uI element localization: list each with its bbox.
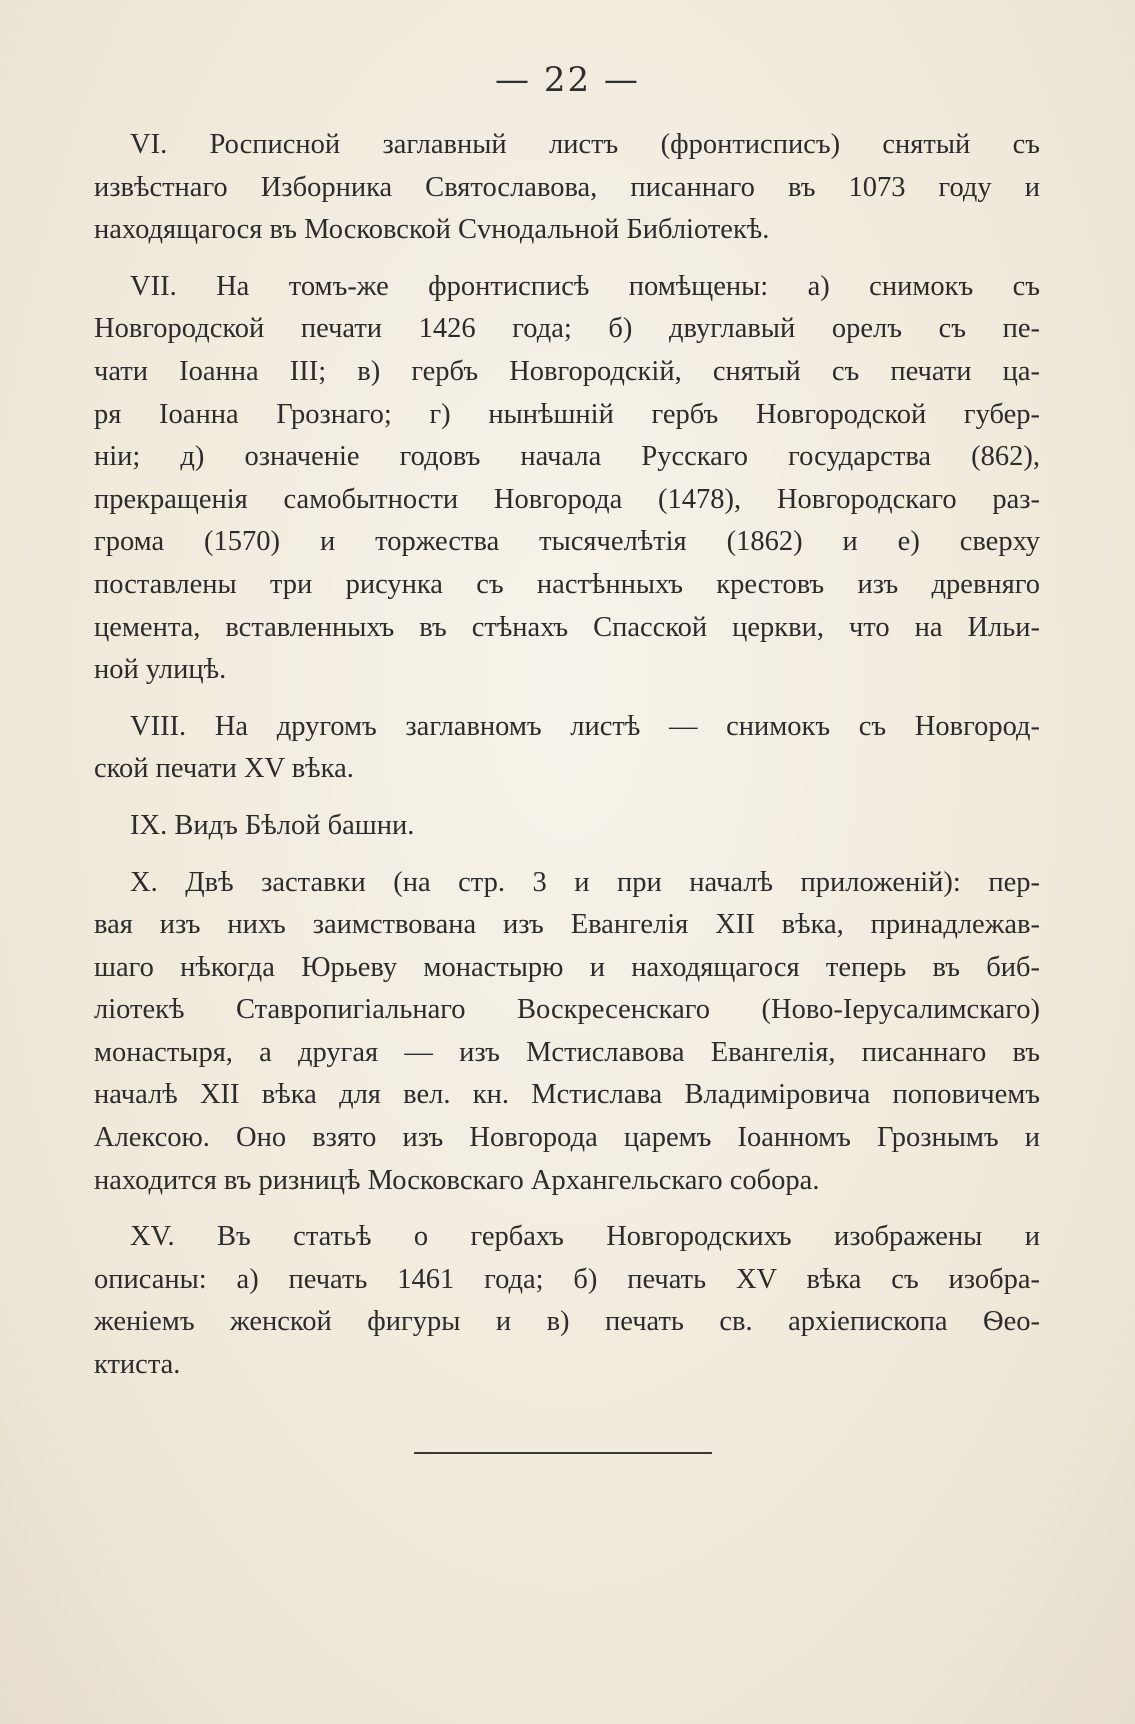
text-line: ніи; д) означеніе годовъ начала Русскаго государства (862),: [94, 441, 1040, 473]
text-line: VII. На томъ-же фронтисписѣ помѣщены: а) снимокъ съ: [130, 270, 1040, 302]
text-line: ктиста.: [94, 1349, 181, 1381]
paragraph-ix: [94, 805, 1040, 848]
text-line: женіемъ женской фигуры и в) печать св. архіепископа Ѳео-: [94, 1306, 1040, 1338]
text-line: ліотекѣ Ставропигіальнаго Воскресенскаго (Ново-Іерусалимскаго): [94, 994, 1040, 1026]
paragraph-vi: [94, 124, 1040, 252]
text-line: ской печати XV вѣка.: [94, 753, 354, 785]
text-line: VI. Росписной заглавный листъ (фронтисписъ) снятый съ: [130, 129, 1040, 160]
text-line: началѣ XII вѣка для вел. кн. Мстислава Владиміровича поповичемъ: [94, 1079, 1040, 1111]
text-line: X. Двѣ заставки (на стр. 3 и при началѣ приложеній): пер-: [130, 866, 1040, 898]
text-line: грома (1570) и торжества тысячелѣтія (1862) и е) сверху: [94, 526, 1040, 558]
text-line: шаго нѣкогда Юрьеву монастырю и находящагося теперь въ биб-: [94, 951, 1040, 983]
paragraph-viii: [94, 706, 1040, 791]
text-line: ной улицѣ.: [94, 654, 227, 686]
text-line: ря Іоанна Грознаго; г) нынѣшній гербъ Новгородской губер-: [94, 398, 1040, 430]
paragraph-vii: [94, 266, 1040, 692]
page-body: [94, 124, 1040, 1401]
text-line: XV. Въ статьѣ о гербахъ Новгородскихъ изображены и: [130, 1221, 1040, 1253]
text-line: поставлены три рисунка съ настѣнныхъ крестовъ изъ древняго: [94, 568, 1040, 600]
paragraph-x: [94, 862, 1040, 1203]
text-line: находящагося въ Московской Сvнодальной Библіотекѣ.: [94, 214, 770, 246]
text-line: описаны: а) печать 1461 года; б) печать XV вѣка съ изобра-: [94, 1263, 1040, 1295]
end-rule: [414, 1452, 712, 1454]
text-line: вая изъ нихъ заимствована изъ Евангелія XII вѣка, принадлежав-: [94, 909, 1040, 941]
text-line: извѣстнаго Изборника Святославова, писаннаго въ 1073 году и: [94, 171, 1040, 203]
text-line: Алексою. Оно взято изъ Новгорода царемъ Іоанномъ Грознымъ и: [94, 1122, 1040, 1154]
text-line: цемента, вставленныхъ въ стѣнахъ Спасской церкви, что на Ильи-: [94, 611, 1040, 643]
paragraph-xv: [94, 1216, 1040, 1386]
text-line: чати Іоанна III; в) гербъ Новгородскій, снятый съ печати ца-: [94, 355, 1040, 387]
page-number: — 22 —: [495, 60, 640, 100]
text-line: прекращенія самобытности Новгорода (1478), Новгородскаго раз-: [94, 483, 1040, 515]
text-line: VIII. На другомъ заглавномъ листѣ — снимокъ съ Новгород-: [130, 710, 1040, 742]
text-line: находится въ ризницѣ Московскаго Архангельскаго собора.: [94, 1164, 820, 1196]
text-line: монастыря, а другая — изъ Мстиславова Евангелія, писаннаго въ: [94, 1036, 1040, 1068]
text-line: IX. Видъ Бѣлой башни.: [130, 809, 415, 841]
text-line: Новгородской печати 1426 года; б) двуглавый орелъ съ пе-: [94, 313, 1040, 345]
